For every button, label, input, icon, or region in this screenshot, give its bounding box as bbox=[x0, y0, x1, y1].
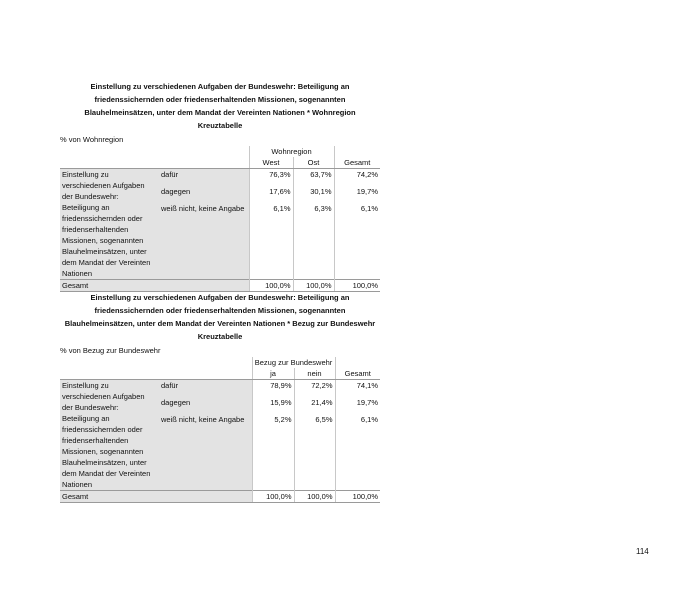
row-group-label: Einstellung zu verschiedenen Aufgaben der Bundeswehr: Beteiligung an friedenssichernden oder friedenserhaltenden Missionen, sogenannten Blauhelmeinsätzen, unter dem Mandat der Vereinten Nationen bbox=[60, 380, 159, 491]
cell: 76,3% bbox=[249, 169, 293, 186]
row-label: dafür bbox=[159, 380, 252, 397]
table-row bbox=[60, 380, 380, 397]
col-header-west: West bbox=[249, 157, 293, 169]
row-label: weiß nicht, keine Angabe bbox=[159, 203, 249, 280]
cell: 100,0% bbox=[335, 491, 380, 503]
col-header-ost: Ost bbox=[293, 157, 334, 169]
cell: 100,0% bbox=[334, 280, 380, 292]
cell: 6,1% bbox=[334, 203, 380, 280]
page-number: 114 bbox=[636, 547, 649, 556]
col-header-gesamt: Gesamt bbox=[334, 157, 380, 169]
cell: 63,7% bbox=[293, 169, 334, 186]
header-row-cols bbox=[60, 368, 380, 380]
cell: 19,7% bbox=[335, 397, 380, 414]
crosstab-grid bbox=[60, 357, 380, 503]
cell: 6,1% bbox=[249, 203, 293, 280]
total-row bbox=[60, 280, 380, 292]
header-row-group bbox=[60, 146, 380, 157]
table-title: Einstellung zu verschiedenen Aufgaben der Bundeswehr: Beteiligung an friedenssichernden oder friedenserhaltenden Missionen, sogenannten Blauhelmeinsätzen, unter dem Mandat der Vereinten Nationen * Bezug zur Bundeswehr Kreuztabelle bbox=[64, 293, 376, 341]
cell: 19,7% bbox=[334, 186, 380, 203]
cell: 74,2% bbox=[334, 169, 380, 186]
total-label: Gesamt bbox=[60, 491, 252, 503]
cell: 100,0% bbox=[252, 491, 294, 503]
cell: 100,0% bbox=[293, 280, 334, 292]
table-title: Einstellung zu verschiedenen Aufgaben der Bundeswehr: Beteiligung an friedenssichernden oder friedenserhaltenden Missionen, sogenannten Blauhelmeinsätzen, unter dem Mandat der Vereinten Nationen * Wohnregion Kreuztabelle bbox=[84, 82, 356, 130]
row-label: dafür bbox=[159, 169, 249, 186]
row-group-label: Einstellung zu verschiedenen Aufgaben der Bundeswehr: Beteiligung an friedenssichernden oder friedenserhaltenden Missionen, sogenannten Blauhelmeinsätzen, unter dem Mandat der Vereinten Nationen bbox=[60, 169, 159, 280]
crosstab-bezug-bundeswehr bbox=[60, 291, 380, 503]
cell: 6,1% bbox=[335, 414, 380, 491]
cell: 15,9% bbox=[252, 397, 294, 414]
cell: 30,1% bbox=[293, 186, 334, 203]
total-label: Gesamt bbox=[60, 280, 249, 292]
cell: 21,4% bbox=[294, 397, 335, 414]
cell: 78,9% bbox=[252, 380, 294, 397]
col-header-nein: nein bbox=[294, 368, 335, 380]
group-header: Bezug zur Bundeswehr bbox=[252, 357, 335, 368]
row-label: dagegen bbox=[159, 186, 249, 203]
row-label: weiß nicht, keine Angabe bbox=[159, 414, 252, 491]
cell: 100,0% bbox=[249, 280, 293, 292]
cell: 6,5% bbox=[294, 414, 335, 491]
col-header-ja: ja bbox=[252, 368, 294, 380]
cell: 5,2% bbox=[252, 414, 294, 491]
header-row-group bbox=[60, 357, 380, 368]
cell: 74,1% bbox=[335, 380, 380, 397]
cell: 6,3% bbox=[293, 203, 334, 280]
percent-label: % von Bezug zur Bundeswehr bbox=[60, 346, 161, 355]
crosstab-wohnregion bbox=[60, 80, 380, 292]
cell: 72,2% bbox=[294, 380, 335, 397]
table-row bbox=[60, 169, 380, 186]
group-header: Wohnregion bbox=[249, 146, 334, 157]
percent-label: % von Wohnregion bbox=[60, 135, 124, 144]
total-row bbox=[60, 491, 380, 503]
col-header-gesamt: Gesamt bbox=[335, 368, 380, 380]
cell: 100,0% bbox=[294, 491, 335, 503]
header-row-cols bbox=[60, 157, 380, 169]
cell: 17,6% bbox=[249, 186, 293, 203]
row-label: dagegen bbox=[159, 397, 252, 414]
crosstab-grid bbox=[60, 146, 380, 292]
